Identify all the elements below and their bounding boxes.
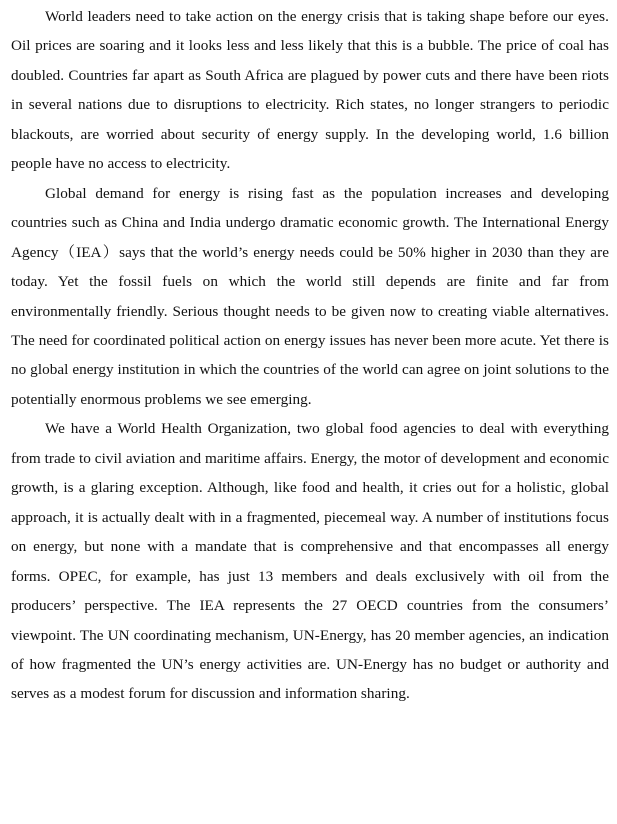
paragraph-global-demand: Global demand for energy is rising fast as the population increases and developing countries such as China and India undergo dramatic economic growth. The International Energy Agency（IEA）says that the world’s energy needs could be 50% higher in 2030 than they are today. Yet the fossil fuels on which the world still depends are finite and far from environmentally friendly. Serious thought needs to be given now to creating viable alternatives. The need for coordinated political action on energy issues has never been more acute. Yet there is no global energy institution in which the countries of the world can agree on joint solutions to the potentially enormous problems we see emerging. bbox=[11, 184, 609, 408]
paragraph-institutions: We have a World Health Organization, two global food agencies to deal with everything from trade to civil aviation and maritime affairs. Energy, the motor of development and economic growth, is a glaring exception. Although, like food and health, it cries out for a holistic, global approach, it is actually dealt with in a fragmented, piecemeal way. A number of institutions focus on energy, but none with a mandate that is comprehensive and that encompasses all energy forms. OPEC, for example, has just 13 members and deals exclusively with oil from the producers’ perspective. The IEA represents the 27 OECD countries from the consumers’ viewpoint. The UN coordinating mechanism, UN-Energy, has 20 member agencies, an indication of how fragmented the UN’s energy activities are. UN-Energy has no budget or authority and serves as a modest forum for discussion and information sharing. bbox=[11, 420, 609, 703]
paragraph-energy-crisis: World leaders need to take action on the energy crisis that is taking shape before our eyes. Oil prices are soaring and it looks less and less likely that this is a bubble. The price of coal has doubled. Countries far apart as South Africa are plagued by power cuts and there have been riots in several nations due to disruptions to electricity. Rich states, no longer strangers to periodic blackouts, are worried about security of energy supply. In the developing world, 1.6 billion people have no access to electricity. bbox=[11, 8, 609, 173]
